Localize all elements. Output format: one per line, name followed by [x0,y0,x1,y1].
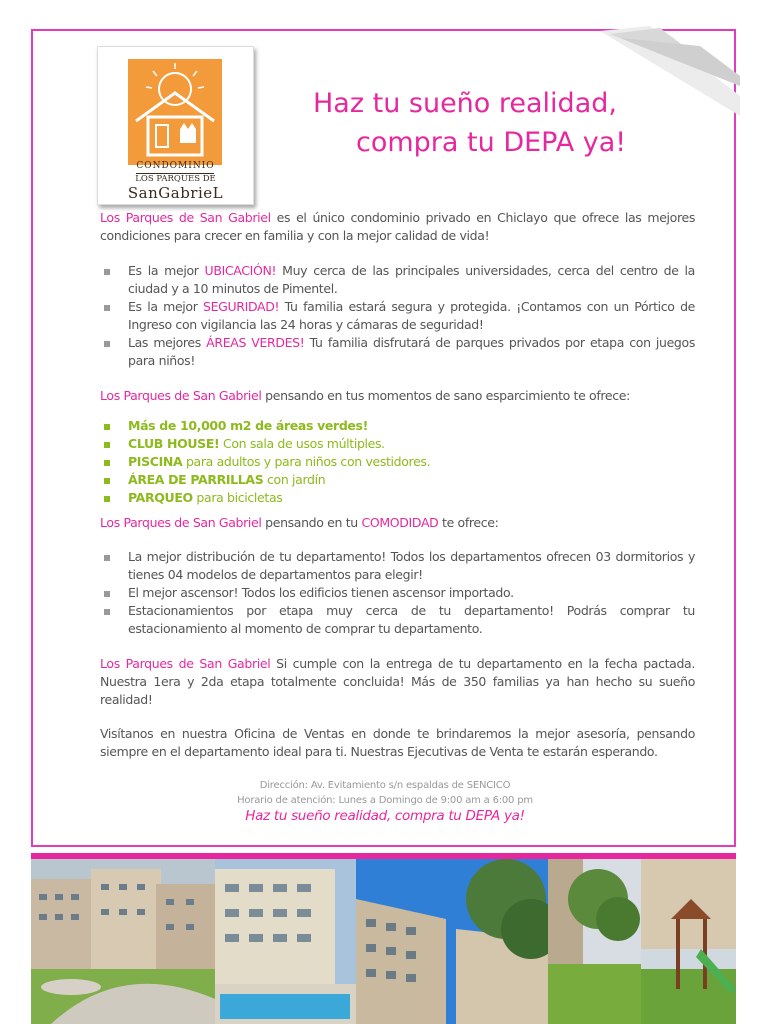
footer-tagline: Haz tu sueño realidad, compra tu DEPA ya! [245,808,525,824]
pool-photo [215,859,356,1024]
bullet-icon [104,555,110,561]
bullet-icon [104,478,110,484]
brand-name: Los Parques de San Gabriel [100,210,271,225]
leisure-item: PISCINA para adultos y para niños con vestidores. [128,454,431,469]
courtyard-photo [31,859,215,1024]
photo-strip [31,859,736,1024]
garden-photo [548,859,641,1024]
bullet-icon [104,424,110,430]
visit-paragraph: Visítanos en nuestra Oficina de Ventas en donde te brindaremos la mejor asesoría, pensando siempre en el departamento ideal para ti. Nuestras Ejecutivas de Venta te estarán esperando. [100,726,695,759]
comfort-intro: Los Parques de San Gabriel pensando en tu COMODIDAD te ofrece: [100,515,499,530]
comfort-item: La mejor distribución de tu departamento! Todos los departamentos ofrecen 03 dormitorios y tienes 04 modelos de departamentos para elegir! [128,549,695,582]
bullet-icon [104,460,110,466]
leisure-item: CLUB HOUSE! Con sala de usos múltiples. [128,436,385,451]
headline-line-2: compra tu DEPA ya! [356,127,627,158]
bullet-icon [104,442,110,448]
bullet-icon [104,305,110,311]
benefit-item: Es la mejor SEGURIDAD! Tu familia estará segura y protegida. ¡Contamos con un Pórtico de Ingreso con vigilancia las 24 horas y cámaras de seguridad! [128,299,696,332]
address-line: Dirección: Av. Evitamiento s/n espaldas de SENCICO [259,780,511,791]
bullet-icon [104,269,110,275]
logo-emblem [128,59,222,165]
logo-text-los-parques: LOS PARQUES DE [135,174,216,184]
leisure-intro: Los Parques de San Gabriel pensando en tus momentos de sano esparcimiento te ofrece: [100,388,630,403]
playground-photo [641,859,736,1024]
bullet-icon [104,341,110,347]
delivery-paragraph: Los Parques de San Gabriel Si cumple con la entrega de tu departamento en la fecha pactada. Nuestra 1era y 2da etapa totalmente concluida! Más de 350 familias ya han hecho su sueño realidad! [100,656,695,707]
leisure-item: ÁREA DE PARRILLAS con jardín [128,472,326,487]
bullet-icon [104,591,110,597]
logo-text-condominio: CONDOMINIO [136,161,215,171]
headline-line-1: Haz tu sueño realidad, [313,88,617,119]
intro-paragraph [100,209,695,245]
buildings-sky-photo [356,859,548,1024]
leisure-item: Más de 10,000 m2 de áreas verdes! [128,418,368,433]
leisure-item: PARQUEO para bicicletas [128,490,283,505]
comfort-item: Estacionamientos por etapa muy cerca de tu departamento! Podrás comprar tu estacionamiento al momento de comprar tu departamento. [128,603,695,636]
comfort-item: El mejor ascensor! Todos los edificios tienen ascensor importado. [128,585,514,600]
hours-line: Horario de atención: Lunes a Domingo de 9:00 am a 6:00 pm [237,795,533,806]
intro-text: es el único condominio privado en Chiclayo que ofrece las mejores condiciones para crecer en familia y con la mejor calidad de vida! [100,210,695,243]
benefit-item: Las mejores ÁREAS VERDES! Tu familia disfrutará de parques privados por etapa con juegos para niños! [128,335,695,368]
company-logo [97,46,254,205]
benefit-item: Es la mejor UBICACIÓN! Muy cerca de las principales universidades, cerca del centro de la ciudad y a 10 minutos de Pimentel. [128,263,695,296]
logo-text-san-gabriel: SanGabrieL [127,184,224,202]
bullet-icon [104,609,110,615]
bullet-icon [104,496,110,502]
